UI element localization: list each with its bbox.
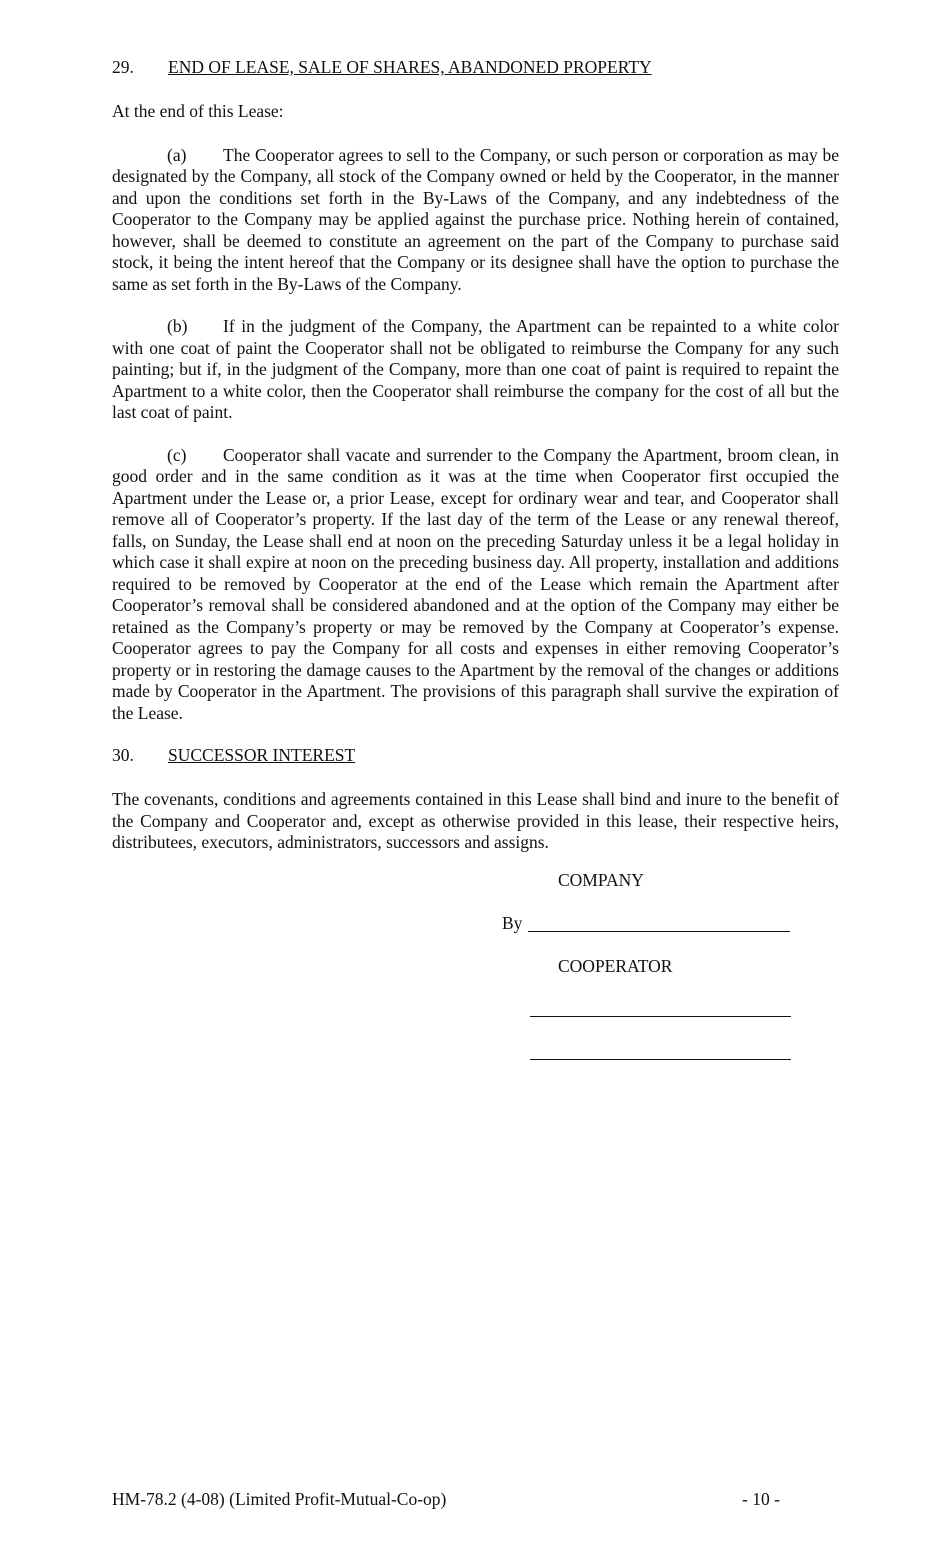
- page-footer: [112, 1489, 839, 1511]
- item-c-label: (c): [167, 444, 187, 465]
- item-b-label: (b): [167, 316, 188, 336]
- item-b-text: If in the judgment of the Company, the Apartment can be repainted to a white color with one coat of paint the Cooperator shall not be obligated to reimburse the Company for any such painting; but if, in the judgment of the Company, more than one coat of paint is required to repaint the Apartment to a white color, then the Cooperator shall reimburse the company for the cost of all but the last coat of paint.: [112, 316, 839, 422]
- section-30-number: 30.: [112, 745, 134, 765]
- company-label: COMPANY: [558, 870, 644, 890]
- item-c-text: Cooperator shall vacate and surrender to the Company the Apartment, broom clean, in good order and in the same condition as it was at the time when Cooperator first occupied the Apartment under the Lease or, a prior Lease, except for ordinary wear and tear, and Cooperator shall remove all of Cooperator’s property. If the last day of the term of the Lease or any renewal thereof, falls, on Sunday, the Lease shall end at noon on the preceding Saturday unless it be a legal holiday in which case it shall expire at noon on the preceding business day. All property, installation and additions required to be removed by Cooperator at the end of the Lease which remain the Apartment after Cooperator’s removal shall be considered abandoned and at the option of the Company may either be retained as the Company’s property or may be removed by the Company at Cooperator’s expense. Cooperator agrees to pay the Company for all costs and expenses in either removing Cooperator’s property or in restoring the damage causes to the Apartment by the removal of the changes or additions made by Cooperator in the Apartment. The provisions of this paragraph shall survive the expiration of the Lease.: [112, 444, 839, 723]
- section-30-text: The covenants, conditions and agreements contained in this Lease shall bind and inure to the benefit of the Company and Cooperator and, except as otherwise provided in this lease, their respective heirs, distributees, executors, administrators, successors and assigns.: [112, 789, 839, 852]
- section-29-item-a: [112, 145, 839, 296]
- company-signature-line[interactable]: [528, 931, 790, 932]
- page-number: - 10 -: [742, 1489, 780, 1509]
- cooperator-signature-line-1[interactable]: [530, 1016, 791, 1017]
- item-a-label: (a): [167, 144, 187, 165]
- section-29-item-c: [112, 445, 839, 725]
- section-29-heading: [112, 57, 839, 79]
- section-29-title: END OF LEASE, SALE OF SHARES, ABANDONED PROPERTY: [168, 57, 652, 77]
- document-body: [112, 57, 839, 854]
- section-29-number: 29.: [112, 57, 134, 77]
- by-label: By: [502, 913, 523, 933]
- section-30-title: SUCCESSOR INTEREST: [168, 745, 356, 765]
- cooperator-label: COOPERATOR: [558, 956, 673, 976]
- cooperator-signature-line-2[interactable]: [530, 1059, 791, 1060]
- form-identifier: HM-78.2 (4-08) (Limited Profit-Mutual-Co-op): [112, 1489, 447, 1509]
- item-a-text: The Cooperator agrees to sell to the Company, or such person or corporation as may be designated by the Company, all stock of the Company owned or held by the Cooperator, in the manner and upon the conditions set forth in the By-Laws of the Company, and any indebtedness of the Cooperator to the Company may be applied against the purchase price. Nothing herein of contained, however, shall be deemed to constitute an agreement on the part of the Company to purchase said stock, it being the intent hereof that the Company or its designee shall have the option to purchase the same as set forth in the By-Laws of the Company.: [112, 144, 839, 294]
- section-29-item-b: [112, 316, 839, 424]
- section-30-heading: [112, 745, 839, 767]
- section-29-intro: At the end of this Lease:: [112, 101, 284, 121]
